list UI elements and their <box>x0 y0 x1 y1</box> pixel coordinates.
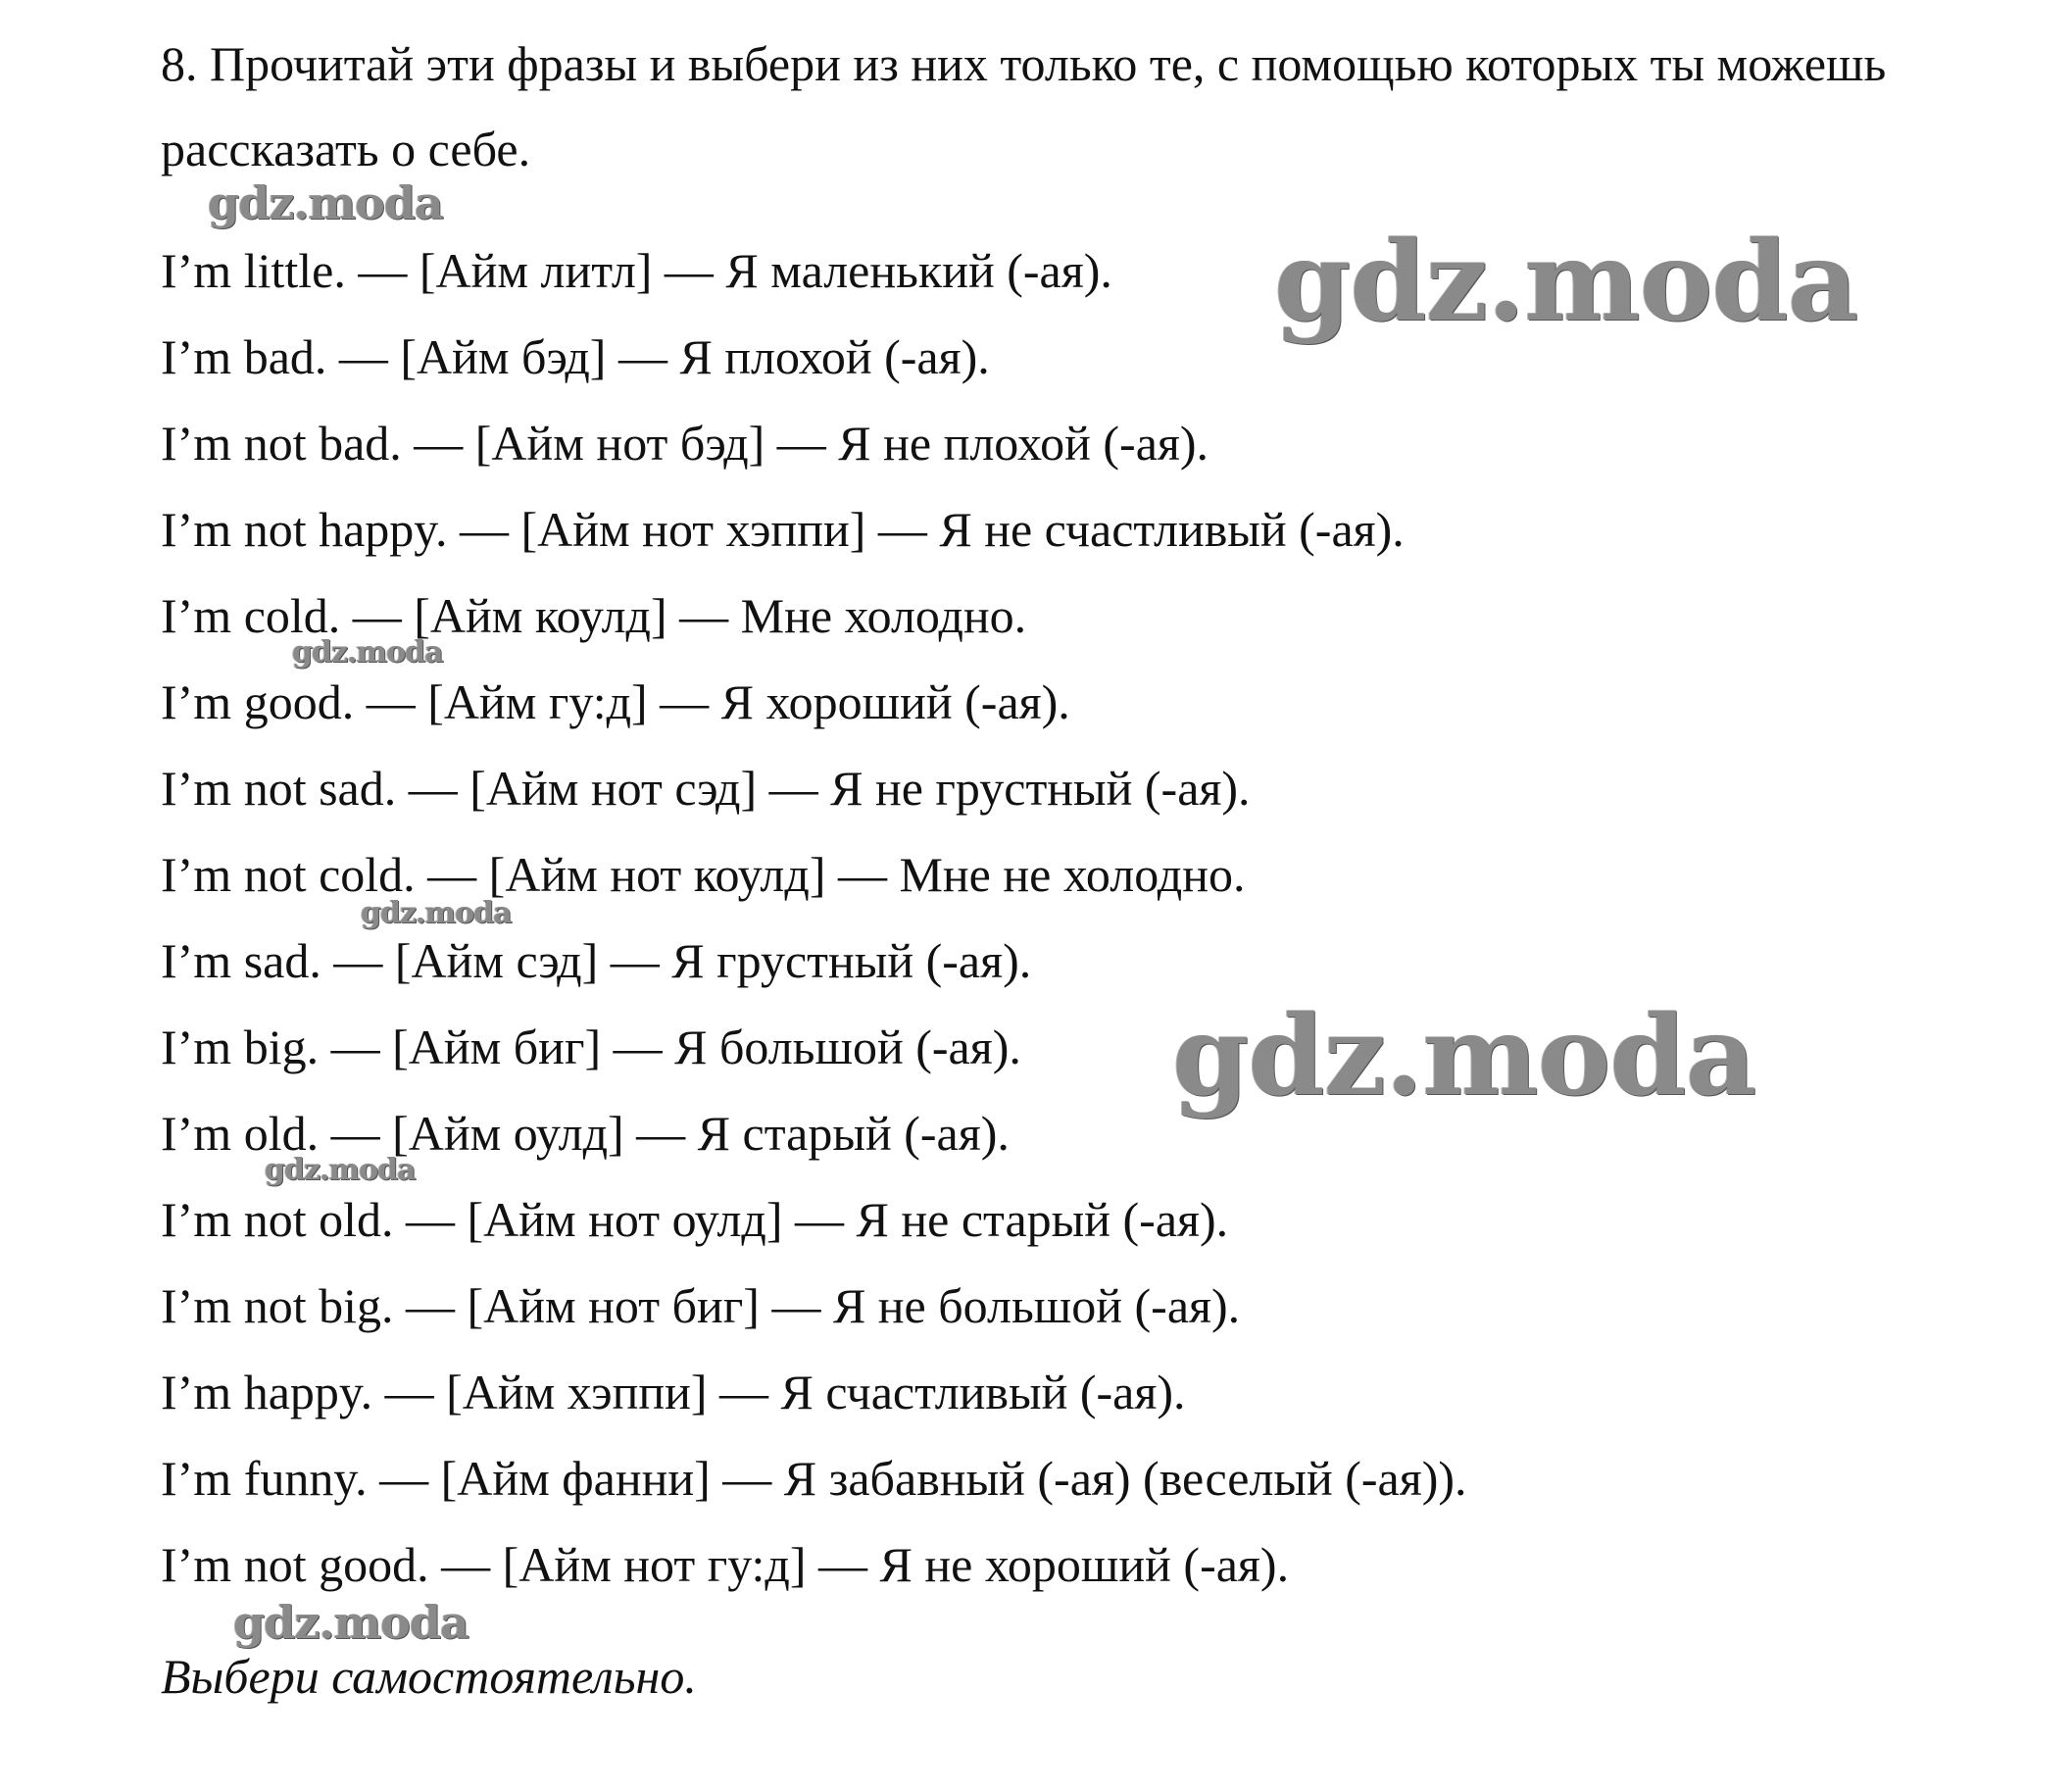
watermark: gdz.moda <box>208 176 443 229</box>
watermark: gdz.moda <box>292 635 443 670</box>
phrase-item: I’m sad. — [Айм сэд] — Я грустный (-ая). <box>161 933 1032 988</box>
phrase-item: I’m cold. — [Айм коулд] — Мне холодно. <box>161 588 1027 643</box>
phrase-item: I’m not sad. — [Айм нот сэд] — Я не грустный (-ая). <box>161 761 1251 816</box>
phrase-item: I’m not good. — [Айм нот гу:д] — Я не хороший (-ая). <box>161 1537 1290 1592</box>
watermark: gdz.moda <box>1274 218 1858 346</box>
phrase-item: I’m big. — [Айм биг] — Я большой (-ая). <box>161 1020 1021 1074</box>
phrase-list <box>161 227 1467 1608</box>
phrase-item: I’m bad. — [Айм бэд] — Я плохой (-ая). <box>161 329 990 384</box>
phrase-item: I’m not old. — [Айм нот оулд] — Я не старый (-ая). <box>161 1192 1229 1247</box>
phrase-item: I’m not big. — [Айм нот биг] — Я не большой (-ая). <box>161 1278 1241 1333</box>
phrase-item: I’m little. — [Айм литл] — Я маленький (-ая). <box>161 243 1112 298</box>
phrase-item: I’m not happy. — [Айм нот хэппи] — Я не счастливый (-ая). <box>161 502 1405 557</box>
phrase-item: I’m funny. — [Айм фанни] — Я забавный (-ая) (веселый (-ая)). <box>161 1451 1467 1506</box>
watermark: gdz.moda <box>1172 992 1756 1120</box>
task-title: 8. Прочитай эти фразы и выбери из них только те, с помощью которых ты можешь рассказать о себе. <box>161 36 1887 176</box>
watermark: gdz.moda <box>265 1153 416 1187</box>
footer-note: Выбери самостоятельно. <box>161 1649 697 1704</box>
phrase-item: I’m old. — [Айм оулд] — Я старый (-ая). <box>161 1106 1010 1161</box>
watermark: gdz.moda <box>361 896 512 930</box>
phrase-item: I’m not bad. — [Айм нот бэд] — Я не плохой (-ая). <box>161 416 1209 471</box>
phrase-item: I’m good. — [Айм гу:д] — Я хороший (-ая). <box>161 674 1070 729</box>
watermark: gdz.moda <box>233 1596 469 1649</box>
phrase-item: I’m happy. — [Айм хэппи] — Я счастливый (-ая). <box>161 1365 1186 1419</box>
phrase-item: I’m not cold. — [Айм нот коулд] — Мне не холодно. <box>161 847 1246 902</box>
